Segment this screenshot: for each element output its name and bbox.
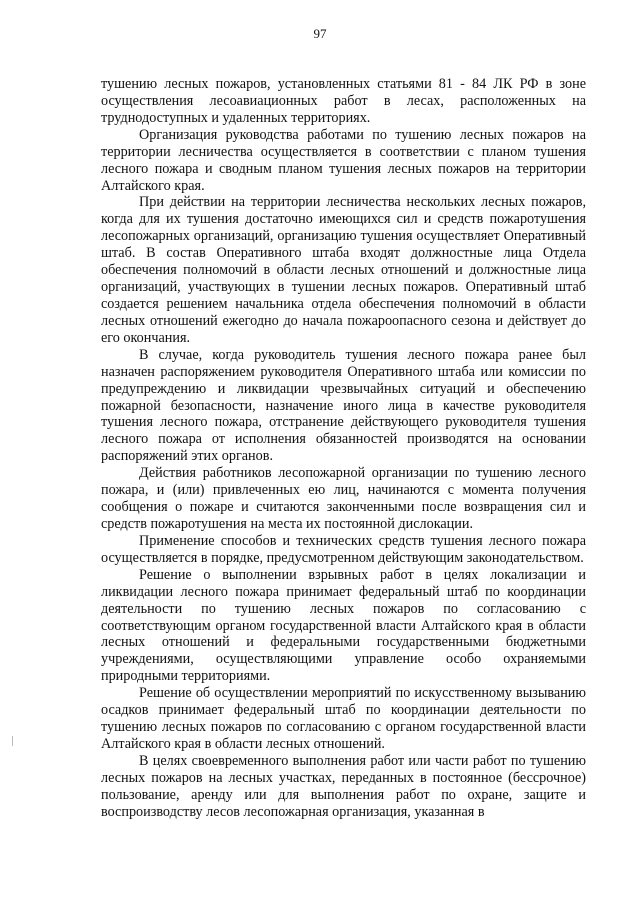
scan-mark xyxy=(12,736,13,746)
paragraph: При действии на территории лесничества нескольких лесных пожаров, когда для их тушения достаточно имеющихся сил и средств пожаротушения лесопожарных организаций, организацию тушения осуществляет Оперативный штаб. В состав Оперативного штаба входят должностные лица Отдела обеспечения полномочий в области лесных отношений и должностные лица организаций, участвующих в тушении лесных пожаров. Оперативный штаб создается решением начальника отдела обеспечения полномочий в области лесных отношений ежегодно до начала пожароопасного сезона и действует до его окончания. xyxy=(101,194,586,346)
paragraph: В случае, когда руководитель тушения лесного пожара ранее был назначен распоряжением руководителя Оперативного штаба или комиссии по предупреждению и ликвидации чрезвычайных ситуаций и обеспечению пожарной безопасности, назначение иного лица в качестве руководителя тушения лесного пожара, отстранение действующего руководителя тушения лесного пожара от исполнения обязанностей производятся на основании распоряжений этих органов. xyxy=(101,346,586,465)
paragraph: Решение об осуществлении мероприятий по искусственному вызыванию осадков принимает федеральный штаб по координации деятельности по тушению лесных пожаров по согласованию с органом государственной власти Алтайского края в области лесных отношений. xyxy=(101,685,586,752)
paragraph: Организация руководства работами по тушению лесных пожаров на территории лесничества осуществляется в соответствии с планом тушения лесного пожара и сводным планом тушения лесных пожаров на территории Алтайского края. xyxy=(101,126,586,194)
paragraph: Решение о выполнении взрывных работ в целях локализации и ликвидации лесного пожара принимает федеральный штаб по координации деятельности по тушению лесных пожаров по согласованию с соответствующим органом государственной власти Алтайского края в области лесных отношений и федеральными государственными бюджетными учреждениями, осуществляющими управление особо охраняемыми природными территориями. xyxy=(101,566,586,685)
paragraph: Применение способов и технических средств тушения лесного пожара осуществляется в порядке, предусмотренном действующим законодательством. xyxy=(101,532,586,566)
page-number: 97 xyxy=(313,26,327,41)
paragraph: тушению лесных пожаров, установленных статьями 81 - 84 ЛК РФ в зоне осуществления лесоавиационных работ в лесах, расположенных на труднодоступных и удаленных территориях. xyxy=(101,76,586,126)
paragraph: Действия работников лесопожарной организации по тушению лесного пожара, и (или) привлеченных ею лиц, начинаются с момента получения сообщения о пожаре и считаются законченными после возвращения сил и средств пожаротушения на места их постоянной дислокации. xyxy=(101,465,586,532)
document-body xyxy=(101,76,586,821)
paragraph: В целях своевременного выполнения работ или части работ по тушению лесных пожаров на лесных участках, переданных в постоянное (бессрочное) пользование, аренду или для выполнения работ по охране, защите и воспроизводству лесов лесопожарная организация, указанная в xyxy=(101,752,586,820)
